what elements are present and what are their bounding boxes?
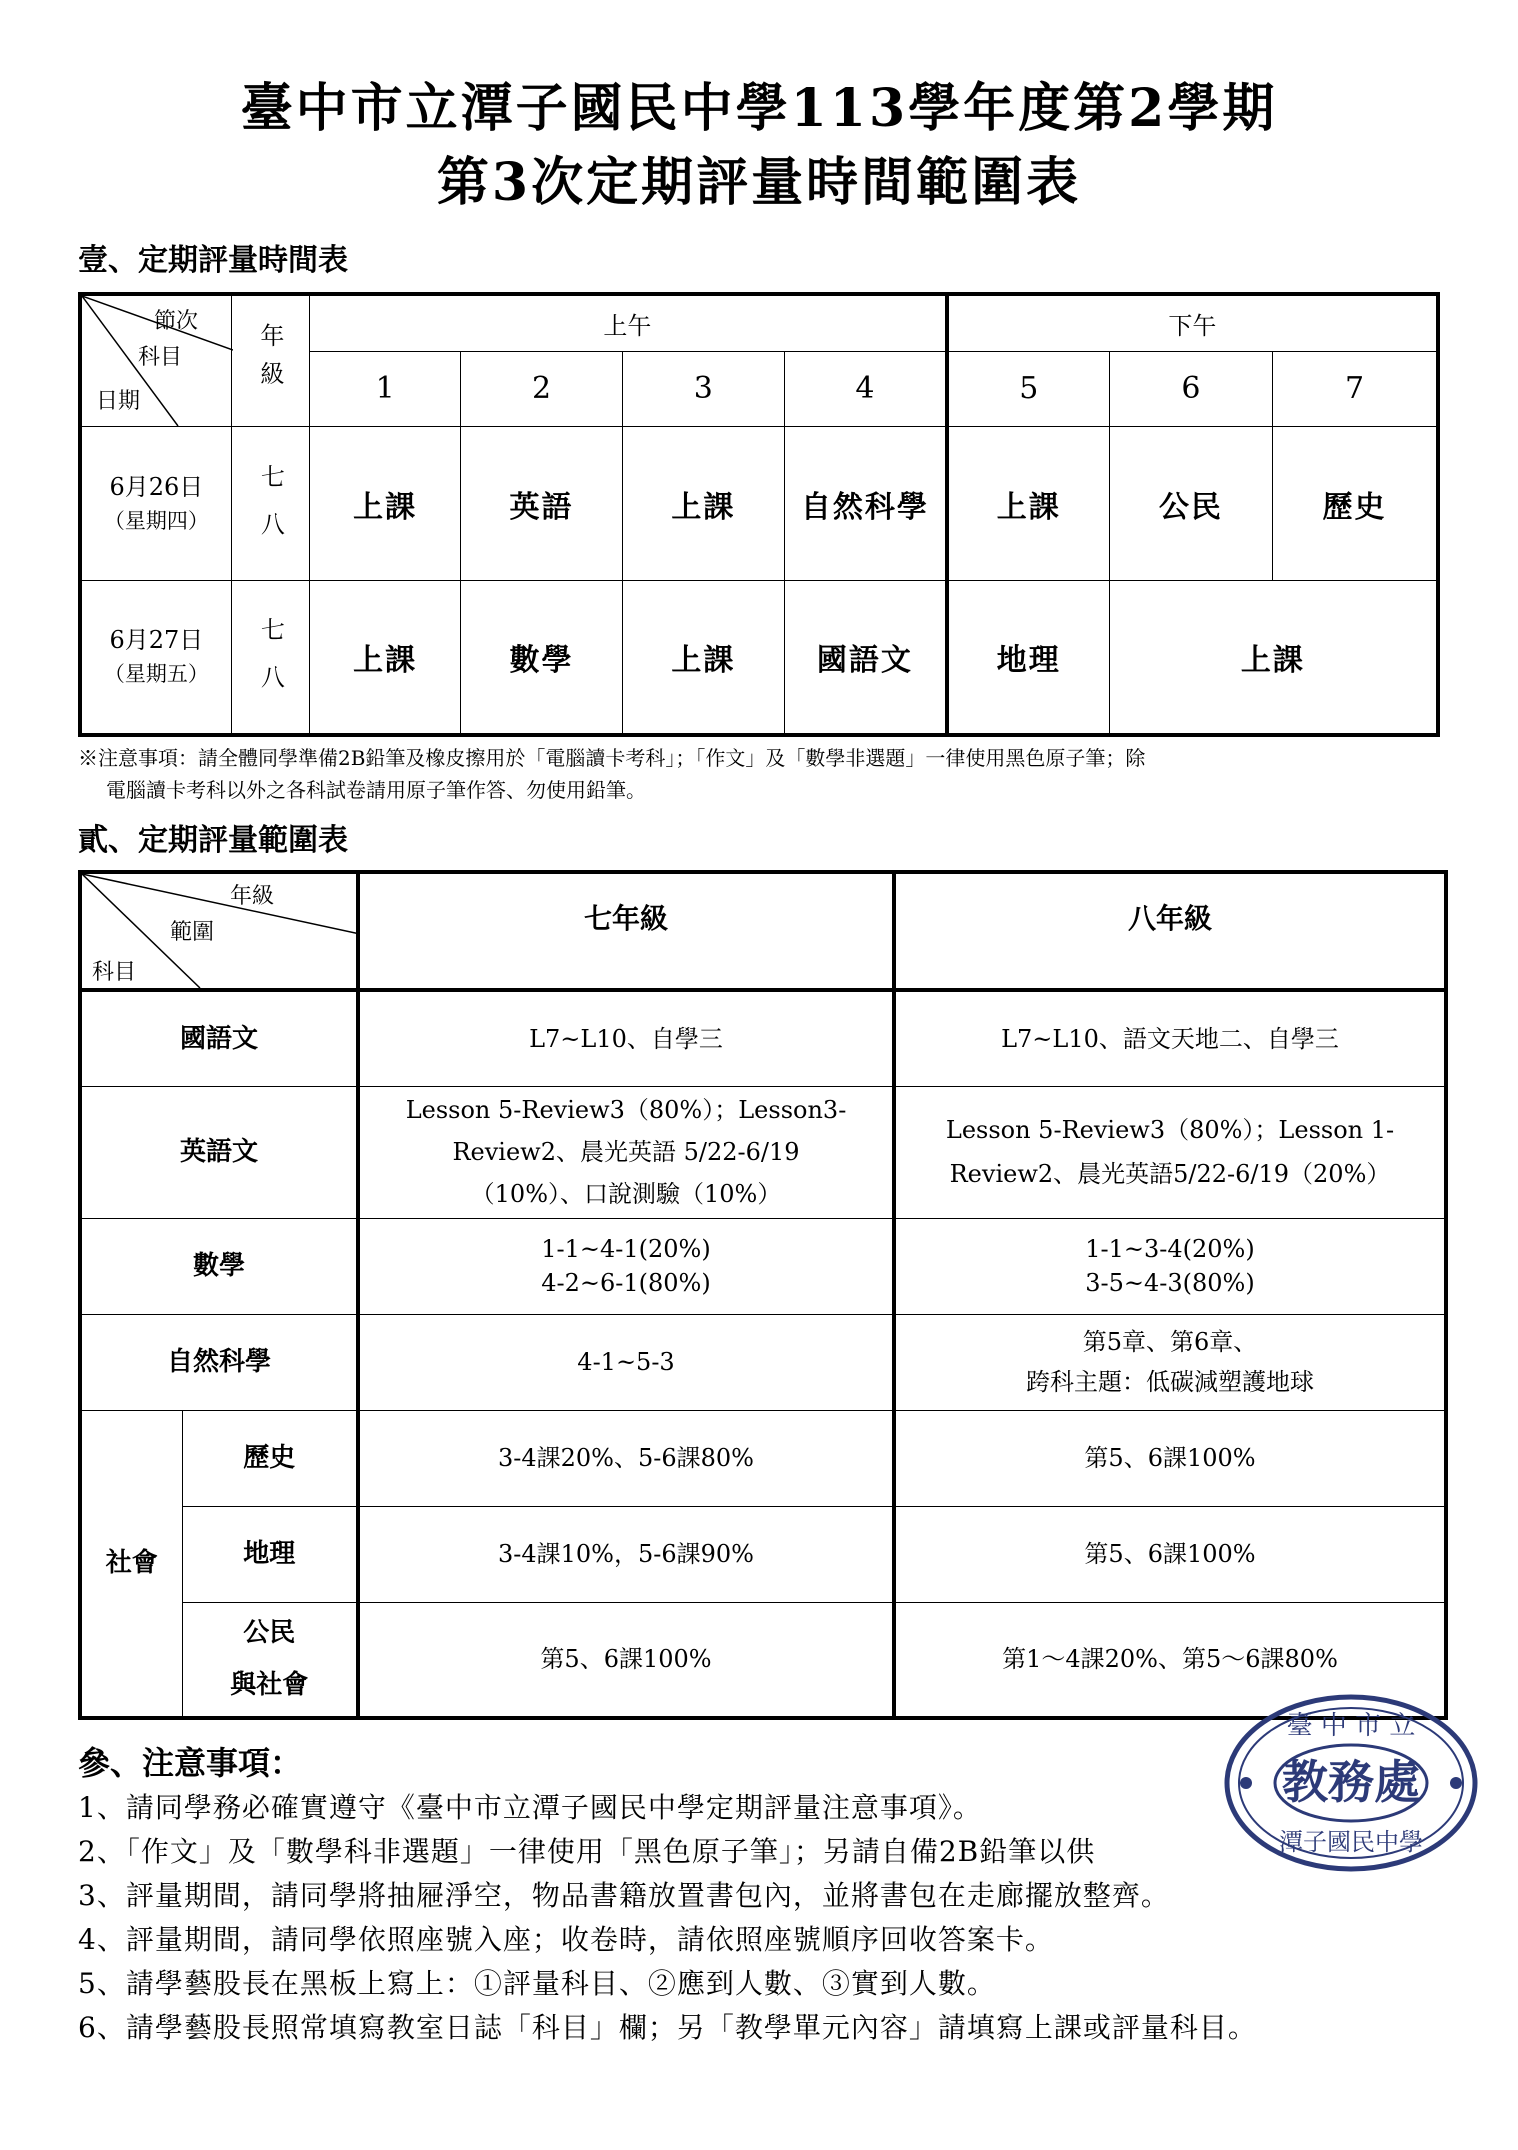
schedule-section-title: 壹、定期評量時間表 [78,243,348,278]
corner-grade-label: 年級 [230,884,275,909]
slot-cell: 上課 [1109,581,1438,735]
note-line-2: 電腦讀卡考科以外之各科試卷請用原子筆作答、勿使用鉛筆。 [106,778,646,802]
corner-scope-label: 範圍 [170,920,215,945]
scope-cell: 第1～4課20%、第5～6課80% [894,1602,1446,1718]
period-6: 6 [1109,351,1272,426]
slot-cell: 公民 [1109,427,1272,581]
slot-cell: 地理 [947,581,1109,735]
scope-cell: 第5、6課100% [358,1602,894,1718]
subject-history: 歷史 [182,1410,358,1506]
slot-cell: 上課 [309,427,460,581]
slot-cell: 英語 [461,427,622,581]
period-7: 7 [1273,351,1438,426]
scope-cell [894,1314,1446,1410]
subject-math: 數學 [80,1218,358,1314]
grade-cell: 七 八 [231,427,309,581]
period-2: 2 [461,351,622,426]
date-text: 6月27日 [109,625,204,654]
office-seal-stamp [1222,1690,1480,1876]
scope-cell: 3-4課20%、5-6課80% [358,1410,894,1506]
slot-cell: 上課 [622,427,784,581]
weekday-text: （星期四） [103,508,209,533]
slot-cell: 數學 [461,581,622,735]
weekday-text: （星期五） [103,661,209,686]
scope-cell: L7~L10、語文天地二、自學三 [894,990,1446,1086]
slot-cell: 上課 [309,581,460,735]
document-title-line1: 臺中市立潭子國民中學113學年度第2學期 [240,78,1278,139]
scope-cell: L7~L10、自學三 [358,990,894,1086]
notes-item: 1、請同學務必確實遵守《臺中市立潭子國民中學定期評量注意事項》。 [78,1791,982,1824]
period-4: 4 [785,351,947,426]
seal-arc-bottom: 潭子國民中學 [1279,1828,1423,1856]
date-cell [80,581,231,735]
grade-cell: 七 八 [231,581,309,735]
slot-cell: 歷史 [1273,427,1438,581]
scope-corner-header [80,872,358,990]
note-line-1: ※注意事項：請全體同學準備2B鉛筆及橡皮擦用於「電腦讀卡考科」；「作文」及「數學非選題」一律使用黑色原子筆；除 [78,746,1146,770]
grade-header: 年級 [231,294,309,427]
scope-cell: 4-1~5-3 [358,1314,894,1410]
seal-icon [1222,1690,1480,1876]
schedule-corner-header [80,294,231,427]
afternoon-header: 下午 [947,294,1438,351]
exam-scope-table [78,870,1448,1720]
subject-line: 與社會 [230,1670,309,1701]
subject-civics [182,1602,358,1718]
period-3: 3 [622,351,784,426]
period-5: 5 [947,351,1109,426]
subject-chinese: 國語文 [80,990,358,1086]
notes-item: 3、評量期間，請同學將抽屜淨空，物品書籍放置書包內，並將書包在走廊擺放整齊。 [78,1879,1170,1912]
scope-line: 1-1~4-1(20%) [541,1235,711,1263]
grade7-header: 七年級 [358,872,894,990]
scope-section-title: 貳、定期評量範圍表 [78,823,348,858]
scope-cell [894,1086,1446,1218]
corner-period-label: 節次 [154,309,199,334]
slot-cell: 上課 [947,427,1109,581]
corner-subject-label: 科目 [92,960,137,985]
notes-item: 4、評量期間，請同學依照座號入座；收卷時，請依照座號順序回收答案卡。 [78,1923,1054,1956]
scope-line: Lesson 5-Review3（80%）；Lesson3- [405,1096,847,1124]
scope-cell [358,1086,894,1218]
notes-title: 參、注意事項： [78,1744,303,1782]
date-cell [80,427,231,581]
corner-subject-label: 科目 [138,345,183,370]
seal-center-text: 教務處 [1282,1755,1420,1809]
scope-line: 第5章、第6章、 [1082,1328,1258,1356]
scope-cell [358,1218,894,1314]
scope-line: 4-2~6-1(80%) [541,1269,711,1297]
subject-geography: 地理 [182,1506,358,1602]
slot-cell: 國語文 [785,581,947,735]
exam-schedule-table [78,292,1440,737]
scope-line: Lesson 5-Review3（80%）；Lesson 1- [945,1116,1395,1144]
scope-cell [894,1218,1446,1314]
notes-item: 2、「作文」及「數學科非選題」一律使用「黑色原子筆」；另請自備2B鉛筆以供 [78,1835,1096,1868]
slot-cell: 自然科學 [785,427,947,581]
subject-english: 英語文 [80,1086,358,1218]
notes-item: 6、請學藝股長照常填寫教室日誌「科目」欄；另「教學單元內容」請填寫上課或評量科目。 [78,2011,1257,2044]
scope-cell: 3-4課10%，5-6課90% [358,1506,894,1602]
scope-line: 1-1~3-4(20%) [1085,1235,1255,1263]
scope-line: 3-5~4-3(80%) [1085,1269,1255,1297]
slot-cell: 上課 [622,581,784,735]
scope-line: Review2、晨光英語5/22-6/19（20%） [949,1160,1391,1188]
seal-arc-top: 臺 中 市 立 [1286,1711,1416,1741]
scope-cell: 第5、6課100% [894,1410,1446,1506]
subject-social: 社會 [80,1410,182,1718]
corner-date-label: 日期 [96,389,141,414]
notes-item: 5、請學藝股長在黑板上寫上：①評量科目、②應到人數、③實到人數。 [78,1967,996,2000]
document-title-line2: 第3次定期評量時間範圍表 [436,152,1082,213]
scope-line: Review2、晨光英語 5/22-6/19 [452,1138,800,1166]
period-1: 1 [309,351,460,426]
scope-line: 跨科主題：低碳減塑護地球 [1026,1368,1314,1396]
subject-line: 公民 [243,1618,296,1649]
scope-line: （10%）、口說測驗（10%） [470,1180,782,1208]
morning-header: 上午 [309,294,946,351]
schedule-note [78,742,1458,806]
subject-science: 自然科學 [80,1314,358,1410]
scope-cell: 第5、6課100% [894,1506,1446,1602]
date-text: 6月26日 [109,472,204,501]
grade8-header: 八年級 [894,872,1446,990]
